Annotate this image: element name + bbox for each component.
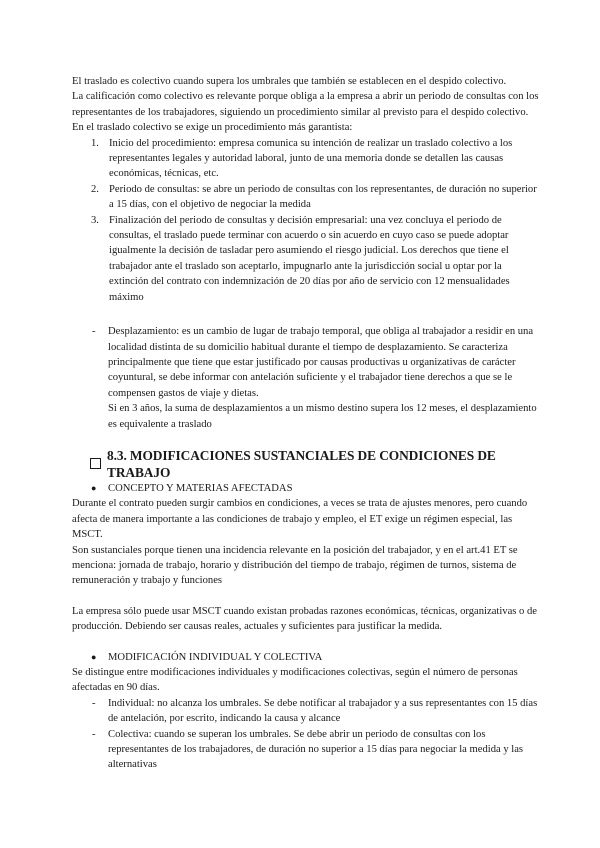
list-item [72, 136, 540, 182]
section-heading [72, 447, 540, 481]
list-item [72, 324, 540, 401]
list-item [72, 696, 540, 727]
section-title: 8.3. MODIFICACIONES SUSTANCIALES DE CONDICIONES DE TRABAJO [107, 447, 496, 480]
list-dash: - [92, 326, 96, 338]
modification-types-list [72, 696, 540, 773]
list-number: 2. [91, 183, 99, 195]
list-item [72, 727, 540, 773]
concept-paragraph-1: Durante el contrato pueden surgir cambios en condiciones, a veces se trata de ajustes menores, pero cuando afecta de manera importante a las condiciones de trabajo y empleo, el ET exige un régimen especial, las MSCT. [72, 498, 528, 541]
list-item-text: Inicio del procedimiento: empresa comunica su intención de realizar un traslado colectivo a los representantes legales y autoridad laboral, junto de una memoria donde se detallen las causas económicas, técnicas, etc. [109, 137, 513, 180]
list-item [72, 213, 540, 305]
list-item-text: Desplazamiento: es un cambio de lugar de trabajo temporal, que obliga al trabajador a residir en una localidad distinta de su domicilio habitual durante el tiempo de desplazamiento. Se caracteriza principalmente que tiene que estar justificado por causas productivas u organizativas de carácter coyuntural, se debe informar con antelación suficiente y el trabajador tiene derechos a que se le compensen gastos de viaje y dietas. [108, 326, 534, 399]
list-item-text: Individual: no alcanza los umbrales. Se debe notificar al trabajador y a sus representantes con 15 días de antelación, por escrito, indicando la causa y alcance [108, 697, 538, 725]
bullet-icon: ● [91, 651, 97, 662]
list-dash: - [92, 697, 96, 709]
list-item-text: Periodo de consultas: se abre un periodo de consultas con los representantes, de duración no superior a 15 días, con el objetivo de negociar la medida [109, 183, 537, 211]
list-number: 3. [91, 214, 99, 226]
list-item [72, 481, 540, 496]
displacement-list [72, 324, 540, 401]
bullet-heading-1 [72, 481, 540, 496]
subheading-concept: CONCEPTO Y MATERIAS AFECTADAS [108, 482, 293, 494]
concept-paragraph-2: Son sustanciales porque tienen una incidencia relevante en la posición del trabajador, y en el art.41 ET se menciona: jornada de trabajo, horario y distribución del tiempo de trabajo, régimen de turnos, sistema de remuneración y trabajo y funciones [72, 544, 518, 587]
list-item [72, 650, 540, 665]
intro-paragraph-2: La calificación como colectivo es relevante porque obliga a la empresa a abrir un periodo de consultas con los representantes de los trabajadores, siguiendo un procedimiento similar al previsto para el despido colectivo. [72, 91, 539, 118]
list-item-text: Finalización del periodo de consultas y decisión empresarial: una vez concluya el periodo de consultas, el traslado puede terminar con acuerdo o sin acuerdo en cuyo caso se puede adoptar igualmente la decisión de tasladar pero asumiendo el riesgo judicial. Los derechos que tiene el trabajador ante el traslado son aceptarlo, impugnarlo ante la jurisdicción social u optar por la extinción del contrato con indemnización de 20 días por año de servicio con 12 mensualidades máximo [109, 214, 510, 303]
distinction-paragraph: Se distingue entre modificaciones individuales y modificaciones colectivas, según el número de personas afectadas en 90 días. [72, 667, 518, 694]
list-dash: - [92, 728, 96, 740]
causes-paragraph: La empresa sólo puede usar MSCT cuando existan probadas razones económicas, técnicas, organizativas o de producción. Debiendo ser causas reales, actuales y suficientes para justificar la medida. [72, 605, 537, 633]
list-number: 1. [91, 137, 99, 149]
intro-paragraph-3: En el traslado colectivo se exige un procedimiento más garantista: [72, 122, 353, 134]
subheading-modification: MODIFICACIÓN INDIVIDUAL Y COLECTIVA [108, 651, 323, 663]
list-item-text: Colectiva: cuando se superan los umbrales. Se debe abrir un periodo de consultas con los representantes de los trabajadores, de duración no superior a 15 días para negociar la medida y las alternativas [108, 728, 524, 771]
list-item [72, 182, 540, 213]
displacement-note: Si en 3 años, la suma de desplazamientos a un mismo destino supera los 12 meses, el desplazamiento es equivalente a traslado [108, 403, 537, 430]
bullet-icon: ● [91, 482, 97, 493]
bullet-heading-2 [72, 650, 540, 665]
checkbox-icon [90, 458, 101, 469]
intro-paragraph-1: El traslado es colectivo cuando supera los umbrales que también se establecen en el despido colectivo. [72, 76, 507, 87]
procedure-list [72, 136, 540, 305]
